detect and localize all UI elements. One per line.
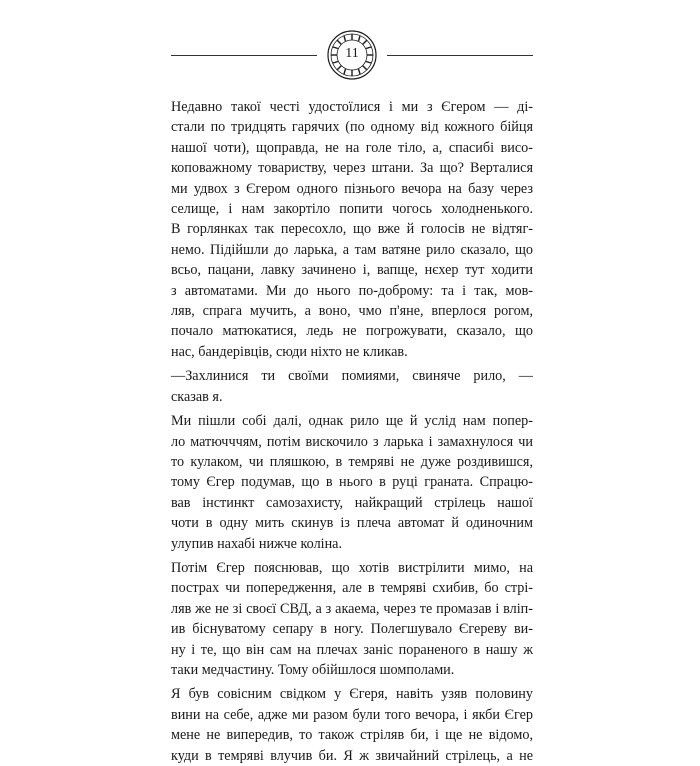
text-line: коповажному товариству, через штани. За що? Верталися: [171, 160, 533, 177]
text-line: пострах чи попередження, але в темряві схибив, бо стрі-: [171, 580, 533, 597]
text-line: нашої чоти), щоправда, не на голе тіло, а, спасибі висо-: [171, 139, 533, 156]
text-line: немо. Підійшли до ларька, а там ватяне рило сказало, що: [171, 241, 533, 258]
text-line: селище, і нам закортіло попити чогось холодненького.: [171, 201, 533, 218]
text-line: ми удвох з Єгером одного пізнього вечора на базу через: [171, 180, 533, 197]
text-line: ну і те, що він сам на плечах заніс пораненого в нашу ж: [171, 641, 533, 658]
text-line: всьо, пацани, лавку зачинено і, вапще, нєхер тут ходити: [171, 262, 533, 279]
paragraph: [171, 411, 533, 554]
text-line: вини на себе, адже ми разом були того вечора, і якби Єгер: [171, 706, 533, 723]
text-line: Недавно такої честі удостоїлися і ми з Єгером — ді-: [171, 99, 533, 115]
paragraph: [171, 366, 533, 407]
page-header: [171, 28, 533, 82]
text-line: то кулаком, чи пляшкою, в темряві не дуже роздивишся,: [171, 453, 533, 470]
text-line: Потім Єгер пояснював, що хотів вистрілити мимо, на: [171, 559, 533, 576]
text-line: ло матючччям, потім вискочило з ларька і замахнулося чи: [171, 433, 533, 450]
text-line: стали по тридцять гарячих (по одному від кожного бійця: [171, 119, 533, 136]
body-text: [171, 97, 533, 766]
text-line: Я був совісним свідком у Єгеря, навіть узяв половину: [171, 686, 533, 703]
text-line: сказав я.: [171, 388, 223, 405]
text-line: таки медчастину. Тому обійшлося шомполами.: [171, 661, 455, 678]
text-line: мене не випередив, то також стріляв би, і ще не відомо,: [171, 727, 533, 744]
text-line: вав інстинкт самозахисту, найкращий стрілець нашої: [171, 494, 533, 511]
header-rule-right: [387, 55, 533, 56]
text-line: чоти в одну мить скинув із плеча автомат й одиночним: [171, 515, 533, 532]
paragraph: [171, 97, 533, 362]
text-line: нас, бандерівців, сюди ніхто не кликав.: [171, 343, 408, 360]
header-rule-left: [171, 55, 317, 56]
text-line: ляв же не зі своєї СВД, а з акаема, через те промазав і вліп-: [171, 600, 533, 617]
page-number: 11: [345, 46, 359, 61]
text-line: —Захлинися ти своїми помиями, свиняче рило, —: [171, 368, 533, 385]
paragraph: [171, 558, 533, 680]
text-line: почало матюкатися, ледь не погрожувати, сказало, що: [171, 323, 533, 340]
text-line: Ми пішли собі далі, однак рило ще й услід нам попер-: [171, 413, 533, 430]
text-line: улупив нахабі нижче коліна.: [171, 535, 343, 552]
text-line: ляв, спрага мучить, а воно, чмо п'яне, вперлося рогом,: [171, 303, 533, 320]
text-line: тому Єгер подумав, що в нього в руці граната. Спрацю-: [171, 474, 533, 491]
text-line: ив біснуватому сепару в ногу. Полегшувало Єгереву ви-: [171, 621, 533, 638]
text-line: куди в темряві влучив би. Я ж звичайний стрілець, а не: [171, 747, 533, 764]
text-line: В горлянках так пересохло, що вже й голосів не відтяг-: [171, 221, 533, 238]
paragraph: [171, 684, 533, 766]
text-line: з автоматами. Ми до нього по-доброму: та і так, мов-: [171, 282, 533, 299]
